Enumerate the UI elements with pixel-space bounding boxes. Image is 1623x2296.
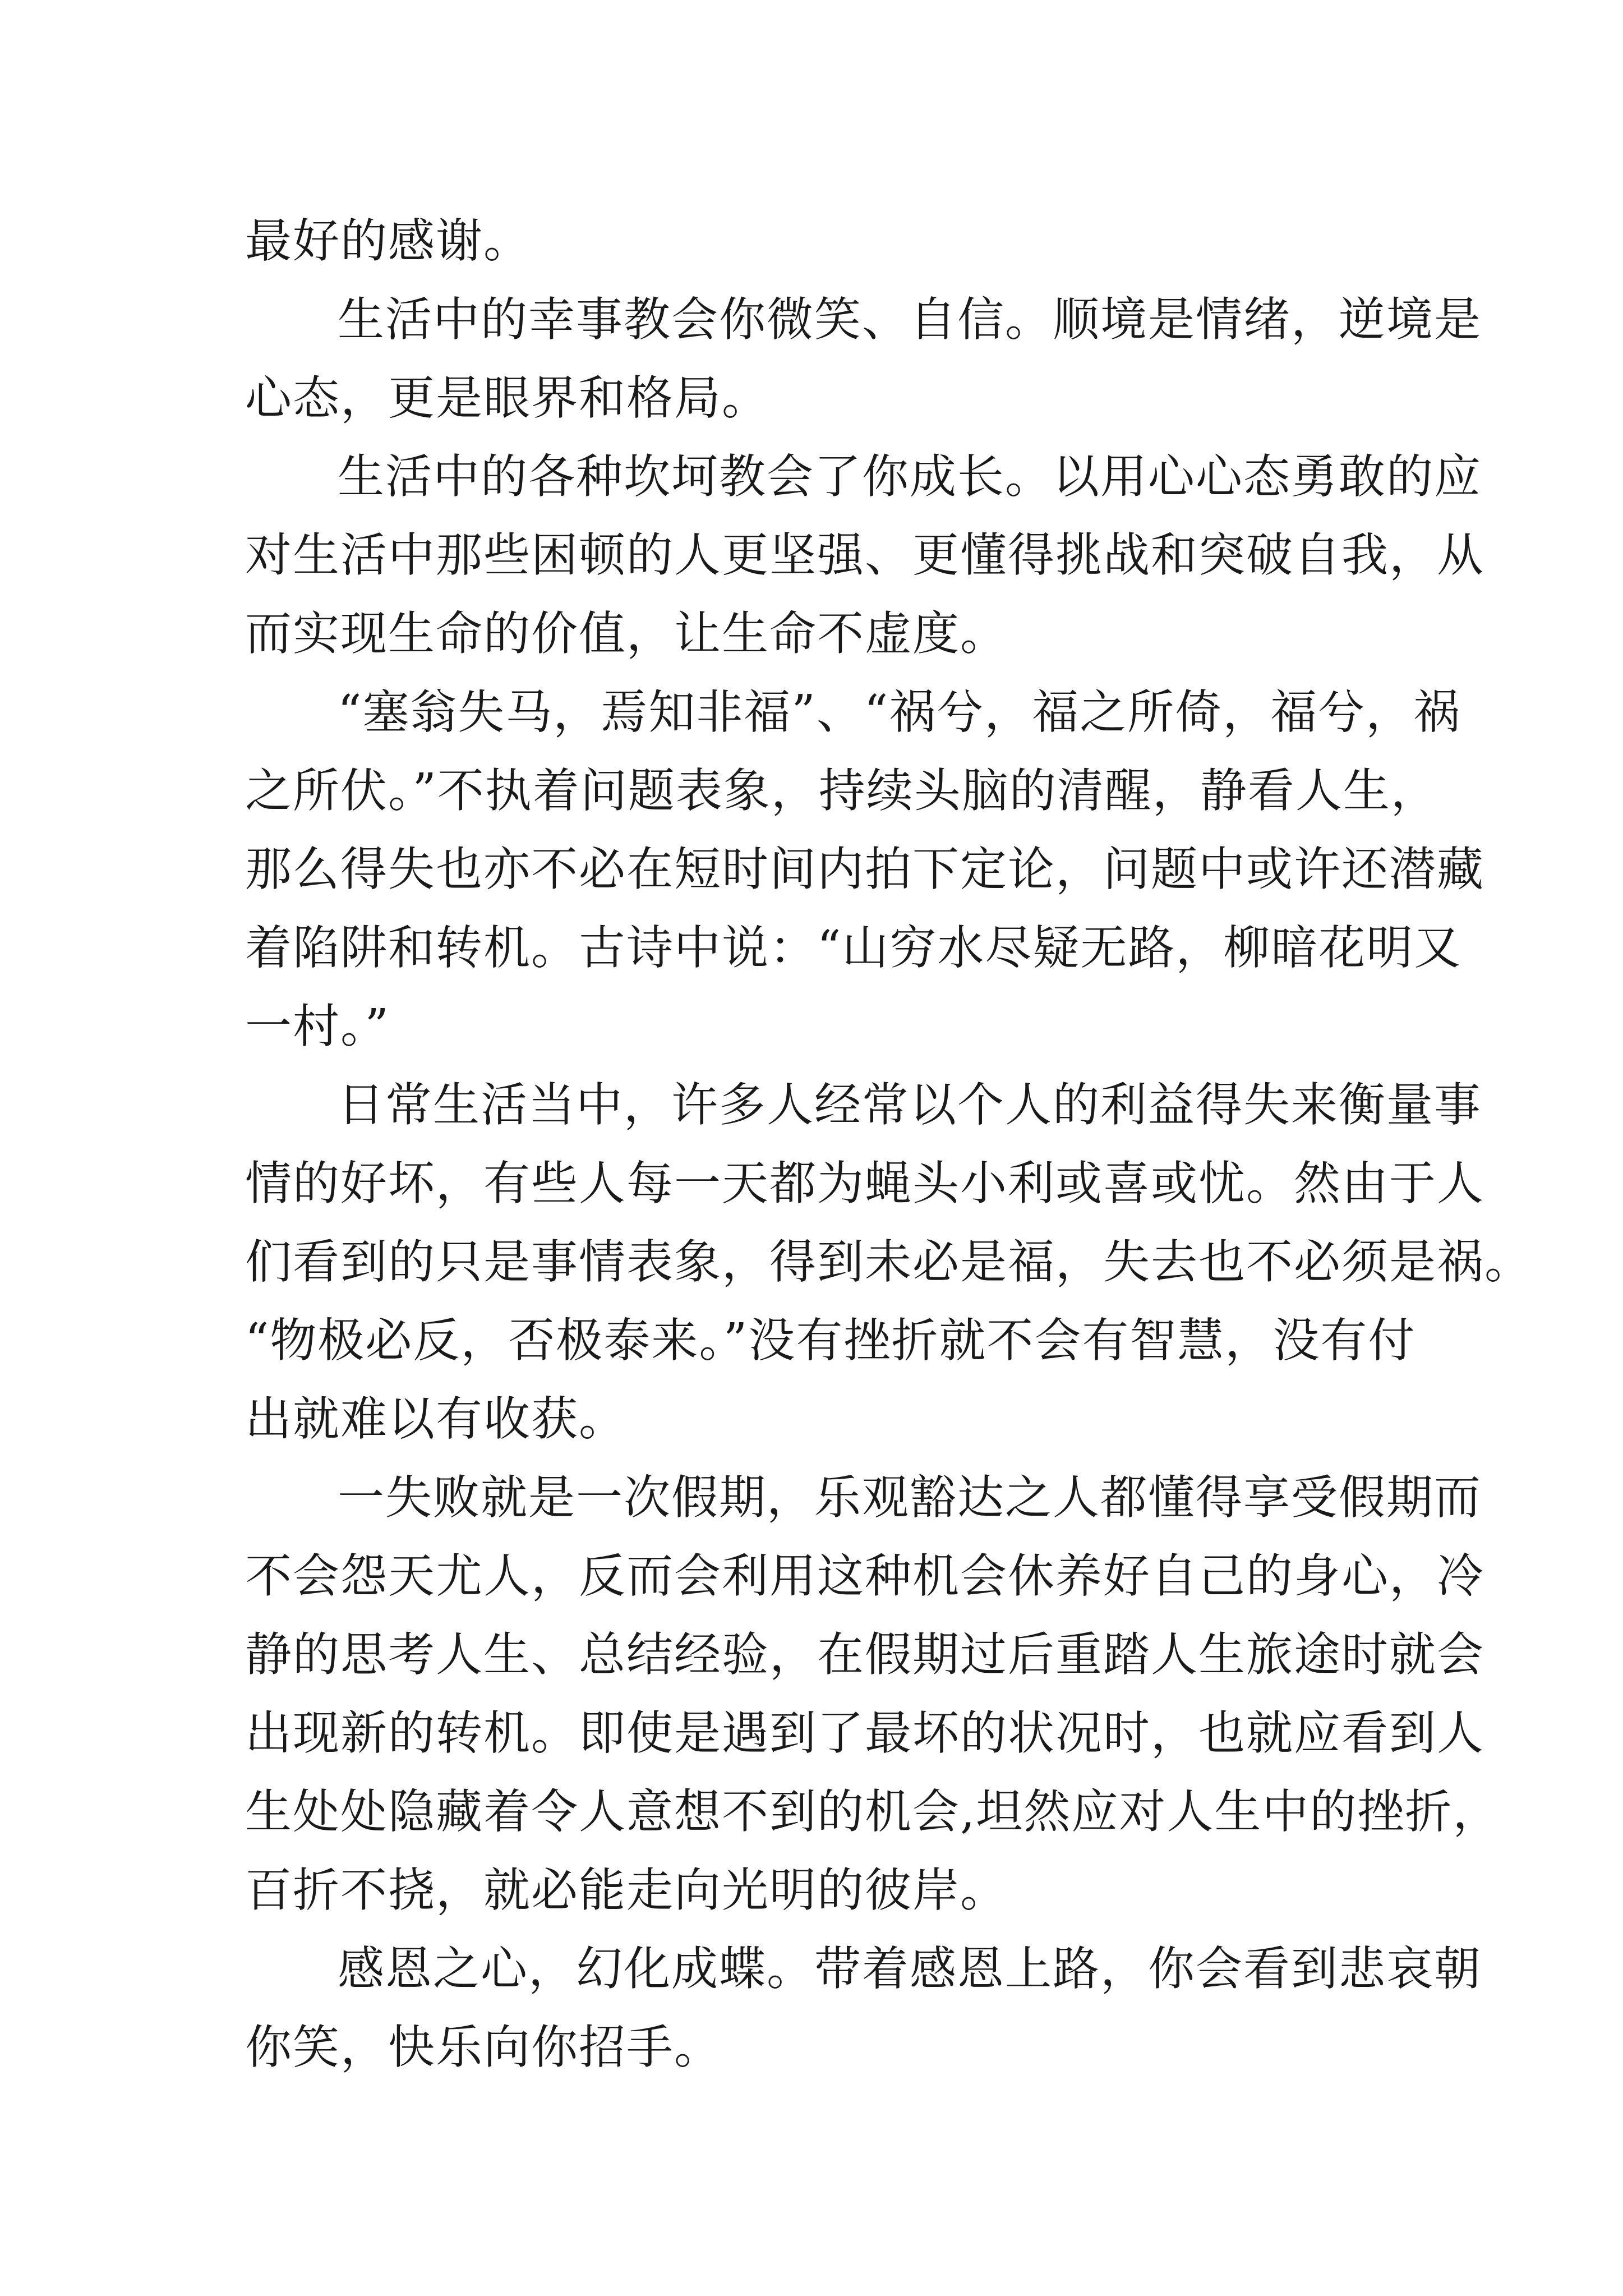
- paragraph-4-line-4: “物极必反，否极泰来。”没有挫折就不会有智慧，没有付: [245, 1313, 1416, 1368]
- paragraph-3-line-2: 之所伏。”不执着问题表象，持续头脑的清醒，静看人生，: [245, 763, 1438, 818]
- paragraph-4-line-1: 日常生活当中，许多人经常以个人的利益得失来衡量事: [338, 1078, 1482, 1132]
- paragraph-5-line-5: 生处处隐藏着令人意想不到的机会,坦然应对人生中的挫折，: [245, 1784, 1501, 1839]
- paragraph-5-line-6: 百折不挠，就必能走向光明的彼岸。: [245, 1863, 1008, 1917]
- paragraph-5-line-3: 静的思考人生、总结经验，在假期过后重踏人生旅途时就会: [245, 1627, 1484, 1682]
- paragraph-1-line-2: 心态，更是眼界和格局。: [245, 371, 769, 425]
- paragraph-4-line-5: 出就难以有收获。: [245, 1392, 626, 1446]
- paragraph-1-line-1: 生活中的幸事教会你微笑、自信。顺境是情绪，逆境是: [338, 292, 1482, 347]
- paragraph-2-line-1: 生活中的各种坎坷教会了你成长。以用心心态勇敢的应: [338, 449, 1482, 504]
- text-line-1: 最好的感谢。: [245, 214, 531, 268]
- paragraph-6-line-2: 你笑，快乐向你招手。: [245, 2020, 722, 2074]
- paragraph-3-line-1: “塞翁失马，焉知非福”、“祸兮，福之所倚，福兮，祸: [338, 685, 1461, 739]
- paragraph-6-line-1: 感恩之心，幻化成蝶。带着感恩上路，你会看到悲哀朝: [338, 1941, 1482, 1996]
- paragraph-3-line-5: 一村。”: [245, 999, 390, 1053]
- paragraph-4-line-3: 们看到的只是事情表象，得到未必是福，失去也不必须是祸。: [245, 1235, 1532, 1289]
- paragraph-2-line-2: 对生活中那些困顿的人更坚强、更懂得挑战和突破自我，从: [245, 528, 1484, 582]
- paragraph-5-line-2: 不会怨天尤人，反而会利用这种机会休养好自己的身心，冷: [245, 1549, 1484, 1603]
- paragraph-2-line-3: 而实现生命的价值，让生命不虚度。: [245, 606, 1008, 661]
- paragraph-3-line-3: 那么得失也亦不必在短时间内拍下定论，问题中或许还潜藏: [245, 842, 1484, 896]
- paragraph-5-line-4: 出现新的转机。即使是遇到了最坏的状况时，也就应看到人: [245, 1706, 1484, 1760]
- paragraph-3-line-4: 着陷阱和转机。古诗中说：“山穷水尽疑无路，柳暗花明又: [245, 921, 1462, 975]
- paragraph-5-line-1: 一失败就是一次假期，乐观豁达之人都懂得享受假期而: [338, 1470, 1482, 1525]
- paragraph-4-line-2: 情的好坏，有些人每一天都为蝇头小利或喜或忧。然由于人: [245, 1156, 1484, 1211]
